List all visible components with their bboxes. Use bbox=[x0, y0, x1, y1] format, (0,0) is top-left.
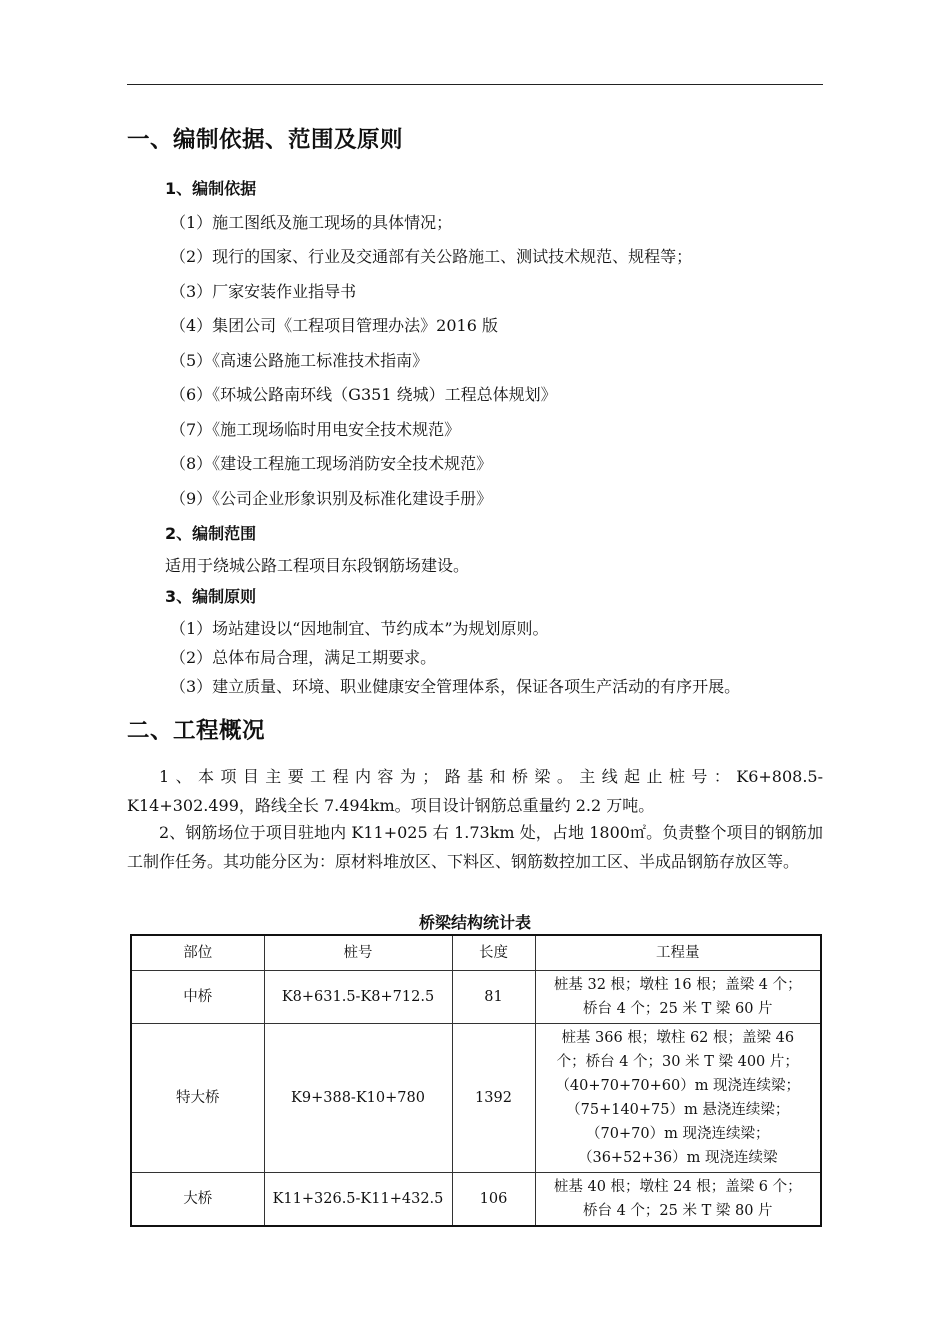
cell-part: 中桥 bbox=[131, 971, 264, 1024]
cell-quantity bbox=[535, 1024, 821, 1173]
quantity-line: （70+70）m 现浇连续梁； bbox=[586, 1126, 770, 1142]
column-header-station: 桩号 bbox=[264, 935, 452, 971]
quantity-line: 桥台 4 个；25 米 T 梁 60 片 bbox=[582, 1001, 773, 1017]
column-header-length: 长度 bbox=[452, 935, 535, 971]
column-header-part: 部位 bbox=[131, 935, 264, 971]
scope-text: 适用于绕城公路工程项目东段钢筋场建设。 bbox=[165, 556, 470, 575]
scope-heading: 2、编制范围 bbox=[165, 524, 257, 543]
quantity-line: 桩基 366 根；墩柱 62 根；盖梁 46 bbox=[561, 1030, 795, 1046]
table-row bbox=[131, 1173, 821, 1227]
cell-quantity bbox=[535, 1173, 821, 1227]
cell-part: 大桥 bbox=[131, 1173, 264, 1227]
cell-quantity bbox=[535, 971, 821, 1024]
principle-item: （2）总体布局合理，满足工期要求。 bbox=[170, 648, 437, 667]
overview-paragraph-1-line-2: K14+302.499，路线全长 7.494km。项目设计钢筋总重量约 2.2 万吨。 bbox=[127, 796, 655, 815]
cell-length: 1392 bbox=[452, 1024, 535, 1173]
basis-item: （9）《公司企业形象识别及标准化建设手册》 bbox=[170, 489, 493, 508]
principles-heading: 3、编制原则 bbox=[165, 587, 257, 606]
column-header-quantity: 工程量 bbox=[535, 935, 821, 971]
table-row bbox=[131, 1024, 821, 1173]
basis-item: （5）《高速公路施工标准技术指南》 bbox=[170, 351, 429, 370]
table-row bbox=[131, 971, 821, 1024]
cell-station: K11+326.5-K11+432.5 bbox=[264, 1173, 452, 1227]
basis-item: （2）现行的国家、行业及交通部有关公路施工、测试技术规范、规程等； bbox=[170, 247, 693, 266]
basis-item: （1）施工图纸及施工现场的具体情况； bbox=[170, 213, 453, 232]
quantity-line: 桥台 4 个；25 米 T 梁 80 片 bbox=[582, 1203, 773, 1219]
bridge-statistics-table bbox=[130, 934, 822, 1227]
basis-item: （3）厂家安装作业指导书 bbox=[170, 282, 357, 301]
section-2-heading: 二、工程概况 bbox=[127, 718, 266, 744]
table-caption: 桥梁结构统计表 bbox=[418, 913, 531, 932]
principle-item: （3）建立质量、环境、职业健康安全管理体系，保证各项生产活动的有序开展。 bbox=[170, 677, 741, 696]
basis-item: （8）《建设工程施工现场消防安全技术规范》 bbox=[170, 454, 493, 473]
quantity-line: （40+70+70+60）m 现浇连续梁； bbox=[555, 1078, 801, 1094]
quantity-line: 桩基 40 根；墩柱 24 根；盖梁 6 个； bbox=[553, 1179, 802, 1195]
overview-paragraph-1-line-1: 1、本项目主要工程内容为；路基和桥梁。主线起止桩号：K6+808.5- bbox=[159, 767, 823, 786]
quantity-line: 桩基 32 根；墩柱 16 根；盖梁 4 个； bbox=[553, 977, 802, 993]
basis-item: （7）《施工现场临时用电安全技术规范》 bbox=[170, 420, 461, 439]
cell-length: 81 bbox=[452, 971, 535, 1024]
section-1-heading: 一、编制依据、范围及原则 bbox=[127, 127, 404, 153]
cell-length: 106 bbox=[452, 1173, 535, 1227]
basis-heading: 1、编制依据 bbox=[165, 179, 257, 198]
basis-item: （4）集团公司《工程项目管理办法》2016 版 bbox=[170, 316, 498, 335]
cell-part: 特大桥 bbox=[131, 1024, 264, 1173]
header-rule bbox=[127, 84, 823, 85]
principle-item: （1）场站建设以“因地制宜、节约成本”为规划原则。 bbox=[170, 619, 549, 638]
cell-station: K8+631.5-K8+712.5 bbox=[264, 971, 452, 1024]
quantity-line: 个；桥台 4 个；30 米 T 梁 400 片； bbox=[556, 1054, 799, 1070]
quantity-line: （36+52+36）m 现浇连续梁 bbox=[577, 1150, 778, 1166]
cell-station: K9+388-K10+780 bbox=[264, 1024, 452, 1173]
table-header-row bbox=[131, 935, 821, 971]
basis-item: （6）《环城公路南环线（G351 绕城）工程总体规划》 bbox=[170, 385, 557, 404]
overview-paragraph-2: 2、钢筋场位于项目驻地内 K11+025 右 1.73km 处，占地 1800㎡。负责整个项目的钢筋加工制作任务。其功能分区为：原材料堆放区、下料区、钢筋数控加工区、半成品钢筋存放区等。 bbox=[127, 823, 823, 871]
quantity-line: （75+140+75）m 悬浇连续梁； bbox=[566, 1102, 790, 1118]
